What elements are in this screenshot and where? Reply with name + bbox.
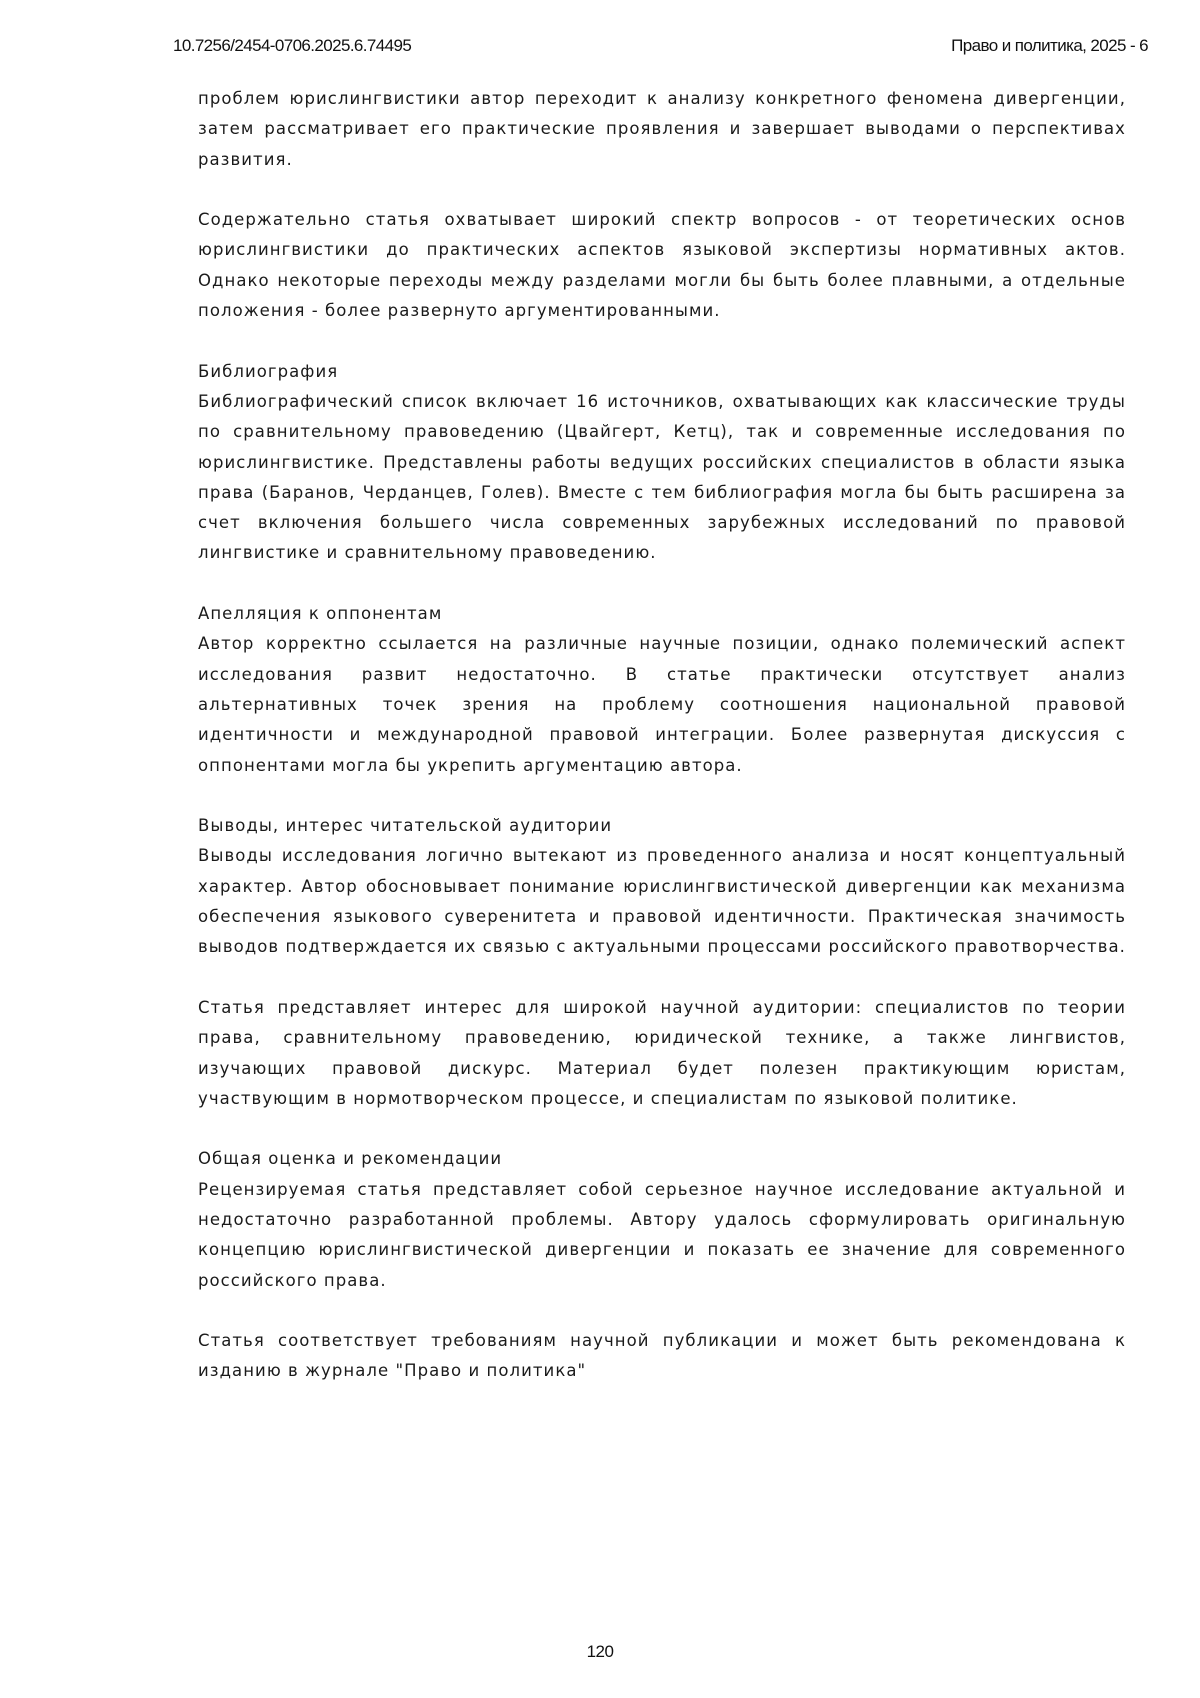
section-opponents [198, 599, 1126, 781]
closing-paragraph: Статья соответствует требованиям научной публикации и может быть рекомендована к изданию в журнале "Право и политика" [198, 1326, 1126, 1387]
section-title: Библиография [198, 357, 1126, 387]
page-header [173, 36, 1148, 60]
doi-label: 10.7256/2454-0706.2025.6.74495 [173, 36, 411, 56]
section-text: Выводы исследования логично вытекают из проведенного анализа и носят концептуальный характер. Автор обосновывает понимание юрислингвистической дивергенции как механизма обеспечения языкового суверенитета и правовой идентичности. Практическая значимость выводов подтверждается их связью с актуальными процессами российского правотворчества. [198, 841, 1126, 962]
section-assessment [198, 1144, 1126, 1295]
page-number: 120 [0, 1642, 1200, 1662]
section-title: Апелляция к оппонентам [198, 599, 1126, 629]
intro-paragraph: проблем юрислингвистики автор переходит к анализу конкретного феномена дивергенции, затем рассматривает его практические проявления и завершает выводами о перспективах развития. [198, 84, 1126, 175]
review-body [198, 84, 1126, 1417]
content-paragraph: Содержательно статья охватывает широкий спектр вопросов - от теоретических основ юрислингвистики до практических аспектов языковой экспертизы нормативных актов. Однако некоторые переходы между разделами могли бы быть более плавными, а отдельные положения - более развернуто аргументированными. [198, 205, 1126, 326]
section-text: Автор корректно ссылается на различные научные позиции, однако полемический аспект исследования развит недостаточно. В статье практически отсутствует анализ альтернативных точек зрения на проблему соотношения национальной правовой идентичности и международной правовой интеграции. Более развернутая дискуссия с оппонентами могла бы укрепить аргументацию автора. [198, 629, 1126, 780]
section-title: Общая оценка и рекомендации [198, 1144, 1126, 1174]
audience-paragraph: Статья представляет интерес для широкой научной аудитории: специалистов по теории права, сравнительному правоведению, юридической технике, а также лингвистов, изучающих правовой дискурс. Материал будет полезен практикующим юристам, участвующим в нормотворческом процессе, и специалистам по языковой политике. [198, 993, 1126, 1114]
section-text: Рецензируемая статья представляет собой серьезное научное исследование актуальной и недостаточно разработанной проблемы. Автору удалось сформулировать оригинальную концепцию юрислингвистической дивергенции и показать ее значение для современного российского права. [198, 1175, 1126, 1296]
section-conclusions [198, 811, 1126, 962]
journal-issue-label: Право и политика, 2025 - 6 [951, 36, 1148, 56]
section-title: Выводы, интерес читательской аудитории [198, 811, 1126, 841]
section-text: Библиографический список включает 16 источников, охватывающих как классические труды по сравнительному правоведению (Цвайгерт, Кетц), так и современные исследования по юрислингвистике. Представлены работы ведущих российских специалистов в области языка права (Баранов, Черданцев, Голев). Вместе с тем библиография могла бы быть расширена за счет включения большего числа современных зарубежных исследований по правовой лингвистике и сравнительному правоведению. [198, 387, 1126, 569]
section-bibliography [198, 357, 1126, 569]
